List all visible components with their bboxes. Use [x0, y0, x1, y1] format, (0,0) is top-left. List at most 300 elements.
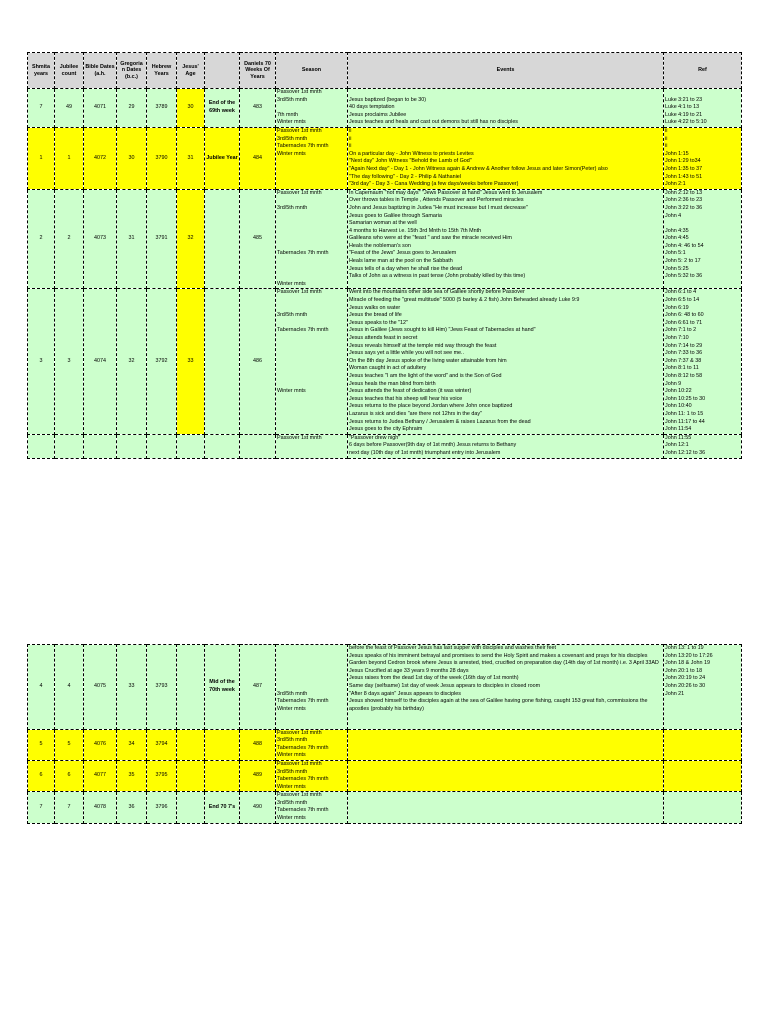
season-line: Tabernacles 7th mnth [277, 143, 329, 150]
week-marker-cell [205, 289, 240, 434]
bible-date-cell: 4074 [84, 289, 117, 434]
event-line: 40 days temptation [349, 104, 395, 111]
ref-line [665, 761, 740, 769]
gregorian-date-cell: 34 [117, 729, 147, 760]
event-line: Jesus showed himself to the disciples again at the sea of Galilee having gone fishing, caught 153 great fish, commissions the apostles (probably his birthday) [349, 698, 648, 712]
season-line [277, 683, 346, 691]
season-line [277, 220, 346, 228]
year-block-row [28, 189, 742, 289]
events-cell [348, 760, 664, 791]
bible-date-cell: 4078 [84, 792, 117, 823]
col-header: Hebrew Years [147, 53, 177, 89]
season-cell [276, 434, 348, 458]
ref-line: John 5:25 [665, 265, 689, 272]
week-marker-cell: Jubilee Year [205, 127, 240, 189]
season-line: Winter mnts [277, 280, 306, 287]
jubilee-cell [55, 434, 84, 458]
timeline-table-top [27, 52, 742, 459]
bible-date-cell [84, 434, 117, 458]
gregorian-date-cell: 30 [117, 127, 147, 189]
year-block-row [28, 89, 742, 128]
season-line: Winter mnts [277, 705, 306, 712]
season-line: Winter mnts [277, 150, 306, 157]
season-line: 3rd/5th mnth [277, 135, 308, 142]
shmita-cell: 4 [28, 645, 55, 730]
shmita-cell [28, 434, 55, 458]
events-cell [348, 89, 664, 128]
shmita-cell: 7 [28, 89, 55, 128]
ref-line: ii [665, 135, 668, 142]
event-line: next day (10th day of 1st mnth) triumphant entry into Jerusalem [349, 449, 501, 456]
ref-cell [664, 434, 742, 458]
year-block-row [28, 127, 742, 189]
event-line: Jesus speaks of his imminent betrayal and promises to send the Holy Spirit and makes a covenant and prays for his disciples [349, 652, 648, 659]
shmita-cell: 1 [28, 127, 55, 189]
col-header: Gregoria n Dates (b.c.) [117, 53, 147, 89]
event-line: Jesus teaches that his sheep will hear his voice [349, 395, 463, 402]
season-line: Winter mnts [277, 752, 306, 759]
hebrew-year-cell: 3792 [147, 289, 177, 434]
event-line: Heals lame man at the pool on the Sabbath [349, 258, 453, 265]
ref-line [665, 776, 740, 784]
ref-line: John 18 & John 19 [665, 660, 710, 667]
season-line [277, 403, 346, 411]
season-line [277, 365, 346, 373]
gregorian-date-cell: 36 [117, 792, 147, 823]
jesus-age-cell [177, 760, 205, 791]
season-line [277, 266, 346, 274]
events-cell [348, 729, 664, 760]
event-line: Jesus heals the man blind from birth [349, 380, 436, 387]
bible-date-cell: 4077 [84, 760, 117, 791]
week-marker-cell: Mid of the 70th week [205, 645, 240, 730]
event-line: Jesus speaks to the "12" [349, 319, 408, 326]
ref-line: John 12:12 to 36 [665, 449, 706, 456]
event-line: Jesus the bread of life [349, 312, 402, 319]
ref-line: John 8:1 to 11 [665, 365, 699, 372]
ref-line: John 8:12 to 58 [665, 372, 703, 379]
event-line [349, 737, 662, 745]
event-line: Jesus goes to Galilee through Samaria [349, 212, 442, 219]
ref-line: John 6:5 to 14 [665, 297, 700, 304]
week-marker-cell [205, 189, 240, 289]
ref-line [665, 706, 740, 714]
ref-line: John 4:45 [665, 235, 689, 242]
season-cell [276, 729, 348, 760]
season-line [277, 258, 346, 266]
jesus-age-cell: 30 [177, 89, 205, 128]
hebrew-year-cell: 3790 [147, 127, 177, 189]
jesus-age-cell [177, 792, 205, 823]
event-line: Jesus teaches and heals and cast out demons but still has no disciples [349, 119, 519, 126]
events-cell [348, 189, 664, 289]
year-block-row [28, 434, 742, 458]
season-line [277, 297, 346, 305]
daniel-week-cell: 483 [240, 89, 276, 128]
season-line: Winter mnts [277, 815, 306, 822]
season-line: Winter mnts [277, 388, 306, 395]
ref-line: John 11:54 [665, 426, 692, 433]
ref-line: John 11:55 [665, 434, 692, 441]
season-line: 3rd/5th mnth [277, 96, 308, 103]
ref-cell [664, 645, 742, 730]
event-line: In Capernaum "not may days" "Jews Passover at hand" Jesus went to Jerusalem [349, 189, 543, 196]
shmita-cell: 5 [28, 729, 55, 760]
events-cell [348, 289, 664, 434]
gregorian-date-cell [117, 434, 147, 458]
jubilee-cell: 4 [55, 645, 84, 730]
season-line: Tabernacles 7th mnth [277, 776, 329, 783]
season-line [277, 104, 346, 112]
event-line: Woman caught in act of adultery [349, 365, 427, 372]
ref-line: John 6:1 to 4 [665, 289, 697, 296]
ref-line: John 7:1 to 2 [665, 327, 697, 334]
ref-line: John 3:22 to 36 [665, 204, 703, 211]
event-line: Miracle of feeding the "great multitude" 5000 (5 barley & 2 fish) John Beheaded already Luke 9:9 [349, 297, 580, 304]
events-cell [348, 792, 664, 823]
jubilee-cell: 1 [55, 127, 84, 189]
ref-cell [664, 289, 742, 434]
event-line: Galileans who were at the "feast " and saw the miracle received Him [349, 235, 512, 242]
col-header: Events [348, 53, 664, 89]
ref-line: John 6:61 to 71 [665, 319, 703, 326]
season-line [277, 426, 346, 434]
ref-cell [664, 89, 742, 128]
season-line [277, 350, 346, 358]
ref-line [665, 220, 740, 228]
bible-date-cell: 4071 [84, 89, 117, 128]
week-marker-cell [205, 760, 240, 791]
bible-date-cell: 4075 [84, 645, 117, 730]
week-marker-cell [205, 434, 240, 458]
event-line: Jesus returns to Judea Bethany / Jerusalem & raises Lazarus from the dead [349, 418, 531, 425]
event-line: Talks of John as a witness in past tense (John probably killed by this time) [349, 273, 526, 280]
event-line [349, 752, 662, 760]
event-line: On a particular day - John Witness to priests Levites [349, 150, 474, 157]
ref-cell [664, 760, 742, 791]
season-line: 3rd/5th mnth [277, 737, 308, 744]
season-line [277, 343, 346, 351]
week-marker-cell [205, 729, 240, 760]
season-line: 3rd/5th mnth [277, 312, 308, 319]
ref-line: John 6: 48 to 60 [665, 312, 704, 319]
season-line: Tabernacles 7th mnth [277, 327, 329, 334]
season-line [277, 653, 346, 661]
events-cell [348, 645, 664, 730]
bible-date-cell: 4073 [84, 189, 117, 289]
event-line [349, 776, 662, 784]
season-line [277, 174, 346, 182]
ref-line: John 1:35 to 37 [665, 165, 703, 172]
week-marker-cell: End 70 7's [205, 792, 240, 823]
season-line [277, 243, 346, 251]
event-line: ii [349, 127, 352, 134]
jubilee-cell: 2 [55, 189, 84, 289]
event-line: Over throws tables in Temple , Attends Passover and Performed miracles [349, 197, 524, 204]
ref-line [665, 281, 740, 289]
ref-line: John 20:19 to 24 [665, 675, 706, 682]
season-line [277, 411, 346, 419]
year-block-row [28, 729, 742, 760]
ref-line: Luke 4:19 to 21 [665, 111, 703, 118]
year-block-row [28, 792, 742, 823]
season-line [277, 235, 346, 243]
event-line [349, 815, 662, 823]
ref-line: John 13:20 to 17:26 [665, 652, 713, 659]
season-cell [276, 189, 348, 289]
bible-date-cell: 4072 [84, 127, 117, 189]
ref-line [665, 800, 740, 808]
season-line: Passover 1st mnth [277, 760, 322, 767]
season-line [277, 373, 346, 381]
ref-line: John 20:1 to 18 [665, 667, 703, 674]
ref-line [665, 792, 740, 800]
season-line [277, 213, 346, 221]
season-cell [276, 289, 348, 434]
ref-line: Luke 4:1 to 13 [665, 104, 700, 111]
ref-line: John 5: 2 to 17 [665, 258, 701, 265]
event-line: Jesus returns to the place beyond Jordan where John once baptized [349, 403, 513, 410]
jesus-age-cell: 31 [177, 127, 205, 189]
ref-cell [664, 189, 742, 289]
hebrew-year-cell: 3793 [147, 645, 177, 730]
event-line: 6 days before Passover(9th day of 1st mnth) Jesus returns to Bethany [349, 442, 517, 449]
event-line: Jesus tells of a day when he shall rise the dead [349, 265, 462, 272]
ref-line: John 13: 1 to 19 [665, 645, 704, 651]
event-line: Jesus attends feast in secret [349, 335, 418, 341]
ref-line [665, 698, 740, 706]
ref-line: John 5:1 [665, 250, 686, 257]
daniel-week-cell: 485 [240, 189, 276, 289]
jubilee-cell: 49 [55, 89, 84, 128]
event-line: Went into the mountains other side sea of Galilee shortly before Passover [349, 289, 525, 296]
daniel-week-cell: 490 [240, 792, 276, 823]
timeline-table-bottom [27, 644, 742, 824]
event-line [349, 784, 662, 792]
season-line [277, 320, 346, 328]
season-line: Passover 1st mnth [277, 434, 322, 441]
event-line: Jesus teaches "I am the light of the word" and is the Son of God [349, 372, 502, 379]
col-header: Daniels 70 Weeks Of Years [240, 53, 276, 89]
ref-line: John 2:1 [665, 181, 686, 188]
ref-line [665, 89, 740, 97]
season-line [277, 358, 346, 366]
season-line [277, 305, 346, 313]
event-line: "3rd day" - Day 3 - Cana Wedding (a few days/weeks before Passover) [349, 181, 519, 188]
gregorian-date-cell: 35 [117, 760, 147, 791]
ref-line: John 9 [665, 380, 682, 387]
season-line: 3rd/5th mnth [277, 690, 308, 697]
ref-line: John 10:25 to 30 [665, 395, 706, 402]
jubilee-cell: 6 [55, 760, 84, 791]
event-line: Jesus says yet a little while you will not see me.. [349, 350, 465, 357]
season-line: Tabernacles 7th mnth [277, 698, 329, 705]
event-line: Jesus baptized (began to be 30) [349, 96, 427, 103]
season-line [277, 273, 346, 281]
jesus-age-cell [177, 434, 205, 458]
ref-line: John 7:37 & 38 [665, 357, 702, 364]
event-line: Jesus raises from the dead 1st day of the week (16th day of 1st month) [349, 675, 519, 682]
ref-line: John 1:15 [665, 150, 689, 157]
event-line [349, 721, 662, 729]
ref-line [665, 769, 740, 777]
ref-line: John 1:29 to34 [665, 158, 701, 165]
hebrew-year-cell: 3789 [147, 89, 177, 128]
ref-line: John 10:22 [665, 388, 692, 395]
year-block-row [28, 760, 742, 791]
season-line [277, 442, 346, 450]
jesus-age-cell: 32 [177, 189, 205, 289]
season-line: Winter mnts [277, 783, 306, 790]
event-line: "Passover drew nigh" [349, 434, 401, 441]
ref-line: Luke 3:21 to 23 [665, 96, 703, 103]
jubilee-cell: 7 [55, 792, 84, 823]
event-line: ii [349, 143, 352, 150]
season-line: Passover 1st mnth [277, 289, 322, 296]
season-line: Passover 1st mnth [277, 89, 322, 95]
ref-line: John 4: 46 to 54 [665, 242, 704, 249]
season-cell [276, 792, 348, 823]
jesus-age-cell [177, 729, 205, 760]
event-line [349, 730, 662, 738]
gregorian-date-cell: 33 [117, 645, 147, 730]
ref-line: John 21 [665, 690, 685, 697]
shmita-cell: 3 [28, 289, 55, 434]
season-line [277, 181, 346, 189]
hebrew-year-cell [147, 434, 177, 458]
daniel-week-cell: 484 [240, 127, 276, 189]
season-line [277, 660, 346, 668]
event-line: Jesus in Galilee (Jews sought to kill Him) "Jews Feast of Tabernacles at hand" [349, 327, 536, 334]
event-line: ii [349, 135, 352, 142]
gregorian-date-cell: 32 [117, 289, 147, 434]
event-line [349, 89, 662, 97]
event-line [349, 792, 662, 800]
season-line: Tabernacles 7th mnth [277, 807, 329, 814]
season-line: Tabernacles 7th mnth [277, 744, 329, 751]
event-line: John and Jesus baptizing in Judea "He must increase but I must decrease" [349, 204, 528, 211]
event-line [349, 745, 662, 753]
year-block-row [28, 289, 742, 434]
event-line [349, 800, 662, 808]
season-line [277, 166, 346, 174]
hebrew-year-cell: 3794 [147, 729, 177, 760]
event-line: Samarian woman at the well [349, 220, 417, 227]
ref-line: John 7:10 [665, 335, 689, 341]
season-line [277, 228, 346, 236]
ref-cell [664, 792, 742, 823]
ref-line: ii [665, 127, 668, 134]
year-block-row [28, 645, 742, 730]
event-line [349, 713, 662, 721]
event-line [349, 807, 662, 815]
ref-line: John 11: 1 to 15 [665, 410, 704, 417]
event-line: Jesus walks on water [349, 304, 401, 311]
col-header: Jubilee count [55, 53, 84, 89]
daniel-week-cell: 487 [240, 645, 276, 730]
ref-line: John 2:12 to 13 [665, 189, 703, 196]
ref-line [665, 730, 740, 738]
event-line: "Again Next day" - Day 1 - John Witness again & Andrew & Another follow Jesus and later Simon(Peter) also [349, 165, 608, 172]
ref-line: Luke 4:22 to 5:10 [665, 119, 707, 126]
daniel-week-cell: 489 [240, 760, 276, 791]
ref-line: John 1:43 to 51 [665, 173, 703, 180]
season-line [277, 645, 346, 653]
event-line: Jesus goes to the city Ephraim [349, 426, 423, 433]
hebrew-year-cell: 3795 [147, 760, 177, 791]
ref-line: John 6:19 [665, 304, 689, 311]
jesus-age-cell [177, 645, 205, 730]
gregorian-date-cell: 31 [117, 189, 147, 289]
jubilee-cell: 3 [55, 289, 84, 434]
col-header: Jesus' Age [177, 53, 205, 89]
ref-line: John 10:40 [665, 403, 692, 410]
event-line [349, 761, 662, 769]
ref-line: John 12:1 [665, 442, 689, 449]
col-header [205, 53, 240, 89]
season-line: 3rd/5th mnth [277, 799, 308, 806]
gregorian-date-cell: 29 [117, 89, 147, 128]
jubilee-cell: 5 [55, 729, 84, 760]
season-line [277, 668, 346, 676]
col-header: Ref [664, 53, 742, 89]
season-cell [276, 645, 348, 730]
season-line [277, 158, 346, 166]
ref-line [665, 752, 740, 760]
season-line: 3rd/5th mnth [277, 204, 308, 211]
season-cell [276, 760, 348, 791]
jesus-age-cell: 33 [177, 289, 205, 434]
ref-line [665, 784, 740, 792]
season-line: Passover 1st mnth [277, 792, 322, 799]
season-line [277, 381, 346, 389]
col-header: Shmita years [28, 53, 55, 89]
ref-line: John 11:17 to 44 [665, 418, 705, 425]
event-line: before the feast of Passover Jesus has last supper with disciples and washes their feet [349, 645, 557, 651]
event-line [349, 281, 662, 289]
season-line [277, 197, 346, 205]
shmita-cell: 7 [28, 792, 55, 823]
events-cell [348, 127, 664, 189]
ref-line: John 7:33 to 36 [665, 350, 703, 357]
event-line: "Feast of the Jews" Jesus goes to Jerusalem [349, 250, 457, 257]
hebrew-year-cell: 3796 [147, 792, 177, 823]
season-cell [276, 127, 348, 189]
col-header: Bible Dates (a.h. [84, 53, 117, 89]
ref-line: ii [665, 143, 668, 150]
event-line: Same day (selfsame) 1st day of week Jesus appears to disciples in closed room [349, 682, 541, 689]
event-line: Jesus proclaims Jubilee [349, 111, 407, 118]
ref-line: John 4:35 [665, 227, 689, 234]
event-line: "Next day" John Witness "Behold the Lamb of God" [349, 158, 472, 165]
season-line: Passover 1st mnth [277, 729, 322, 736]
season-line: Passover 1st mnth [277, 189, 322, 196]
bible-date-cell: 4076 [84, 729, 117, 760]
daniel-week-cell [240, 434, 276, 458]
ref-line: John 20:26 to 30 [665, 682, 706, 689]
season-line: 7th mnth [277, 111, 298, 118]
event-line: Lazarus is sick and dies "are there not 12hrs in the day" [349, 410, 482, 417]
event-line: Garden beyond Cedron brook where Jesus is arrested, tried, crucified on preparation day (14th day of 1st month) i.e. 3 April 33AD Jesus Crucified at age 33 years 9 months 28 days [349, 660, 659, 674]
season-line: Winter mnts [277, 119, 306, 126]
season-line: Tabernacles 7th mnth [277, 250, 329, 257]
shmita-cell: 6 [28, 760, 55, 791]
ref-line [665, 815, 740, 823]
season-line [277, 396, 346, 404]
header-row [28, 53, 742, 89]
ref-line: John 5:32 to 36 [665, 273, 703, 280]
season-line [277, 335, 346, 343]
